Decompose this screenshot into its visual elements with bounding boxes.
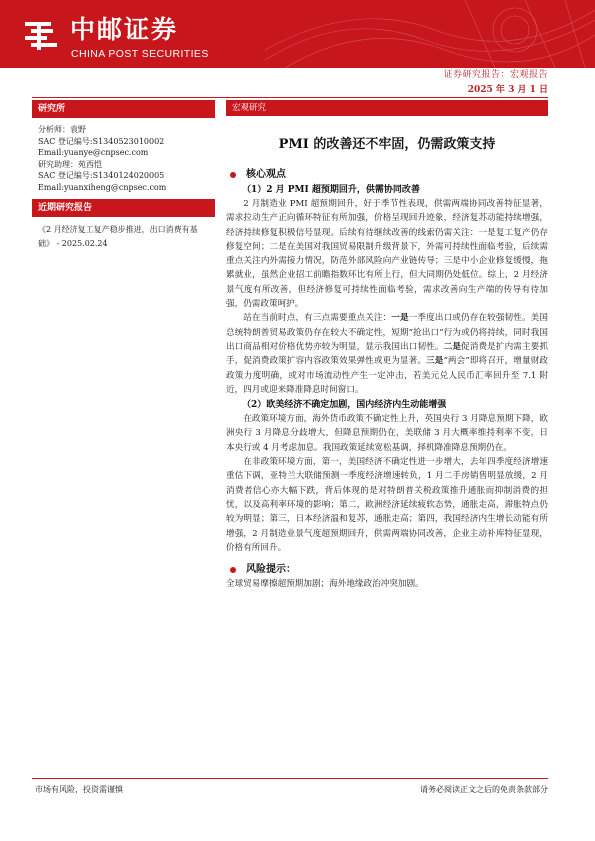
point-1-text: 一季度出口或仍存在较强韧性。美国总统特朗普贸易政策仍存在较大不确定性，短期“抢出口”行为或仍将持续，同时我国出口商品相对价格优势亦较为明显，显示我国出口韧性。 (226, 313, 548, 352)
sidebar (32, 100, 215, 251)
footer-divider (32, 778, 548, 779)
paragraph-2-intro: 站在当前时点，有三点需要重点关注： (243, 313, 392, 324)
subheading-2: （2）欧美经济不确定加剧，国内经济内生动能增强 (242, 400, 447, 411)
recent-report-link[interactable]: 《2 月经济复工复产稳步推进，出口消费有基础》 - 2025.02.24 (38, 225, 198, 248)
bullet-icon (230, 567, 236, 573)
paragraph-3: 在政策环境方面，海外货币政策不确定性上升，英国央行 3 月降息预期下降，欧洲央行 3 月降息分歧增大，但降息预期仍在，美联储 3 月大概率维持利率不变，日本央行或 4 月考虑加息。我国政策延续宽松基调，择机降准降息预期仍在。 (226, 414, 548, 453)
china-post-logo-icon (23, 18, 59, 54)
point-3-text: “两会”即将召开，增量财政政策力度明确，或对市场流动性产生一定冲击，若美元兑人民币汇率回升至 7.1 附近，四月或迎来降准降息时间窗口。 (226, 356, 548, 395)
analyst-email[interactable]: Email:yuanye@cnpsec.com (38, 148, 149, 157)
recent-reports-heading: 近期研究报告 (32, 199, 215, 217)
research-institute-heading: 研究所 (32, 100, 215, 118)
report-title: PMI 的改善还不牢固，仍需政策支持 (278, 137, 496, 152)
risk-label: 风险提示： (246, 564, 296, 576)
bullet-icon (230, 172, 236, 178)
logo-chinese-name: 中邮证券 (70, 15, 179, 44)
main-content (226, 100, 548, 591)
point-1-label: 一是 (391, 313, 409, 324)
core-views-label: 核心观点 (246, 169, 286, 180)
point-2-label: 二是 (443, 341, 462, 352)
paragraph-1: 2 月制造业 PMI 超预期回升，好于季节性表现，供需两端协同改善特征显著，需求拉动生产正向循环特征有所加强，价格呈现回升迹象，经济复苏动能持续增强，经济持续修复积极信号显现。后续有待继续改善的线索仍需关注：一是复工复产仍存修复空间；二是在美国对我国贸易限制升级背景下，外需可持续性面临考验，后续需重点关注内外需接力情况，防范外部风险向产业链传导；三是中小企业修复缓慢，拖累就业，虽然企业招工前瞻指数环比有所上行，但大同期仍处低位。综上，2 月经济景气度有所改善，但经济修复可持续性面临考验，需求改善向生产端的传导有待加强，仍需政策呵护。 (226, 199, 548, 310)
subheading-1: （1）2 月 PMI 超预期回升，供需协同改善 (242, 185, 420, 195)
report-type: 证券研究报告：宏观报告 (443, 70, 548, 80)
point-3-label: 三是 (426, 356, 444, 367)
header-pattern (265, 0, 595, 68)
header-banner (0, 0, 595, 68)
assistant-email[interactable]: Email:yuanxiheng@cnpsec.com (38, 182, 167, 192)
footer-left: 市场有风险，投资需谨慎 (35, 785, 123, 794)
header-divider (32, 97, 548, 98)
core-views-heading (226, 168, 548, 182)
risk-heading (226, 563, 548, 577)
assistant-sac: SAC 登记编号:S1340124020005 (38, 171, 165, 180)
point-2-text: 促消费是扩内需主要抓手，促消费政策扩容内容政策效果弹性或更为显著。 (226, 341, 548, 367)
risk-text: 全球贸易摩擦超预期加剧；海外地缘政治冲突加剧。 (226, 579, 424, 590)
paragraph-2 (226, 311, 548, 397)
logo-english-name: CHINA POST SECURITIES (71, 48, 209, 60)
analyst-name: 分析师：袁野 (38, 125, 86, 134)
footer-right: 请务必阅读正文之后的免责条款部分 (420, 785, 548, 794)
report-date: 2025 年 3 月 1 日 (467, 85, 548, 95)
assistant-name: 研究助理：苑西恺 (38, 159, 102, 169)
paragraph-4: 在非政策环境方面，第一，美国经济不确定性进一步增大，去年四季度经济增速重估下调，亚特兰大联储预测一季度经济增速转负，1 月二手房销售明显放缓，2 月消费者信心亦大幅下跌，背后体现的是对特朗普关税政策推升通胀而抑制消费的担忧，以及高利率环境的影响；第二，欧洲经济延续疲软态势，通胀走高，滞胀特点仍较为明显；第三，日本经济温和复苏，通胀走高；第四，我国经济内生增长动能有所增强，2 月制造业景气度超预期回升，供需两端协同改善，企业主动补库特征显现，价格有所回升。 (226, 457, 548, 553)
section-label: 宏观研究 (226, 100, 548, 116)
analyst-sac: SAC 登记编号:S1340523010002 (38, 136, 165, 146)
